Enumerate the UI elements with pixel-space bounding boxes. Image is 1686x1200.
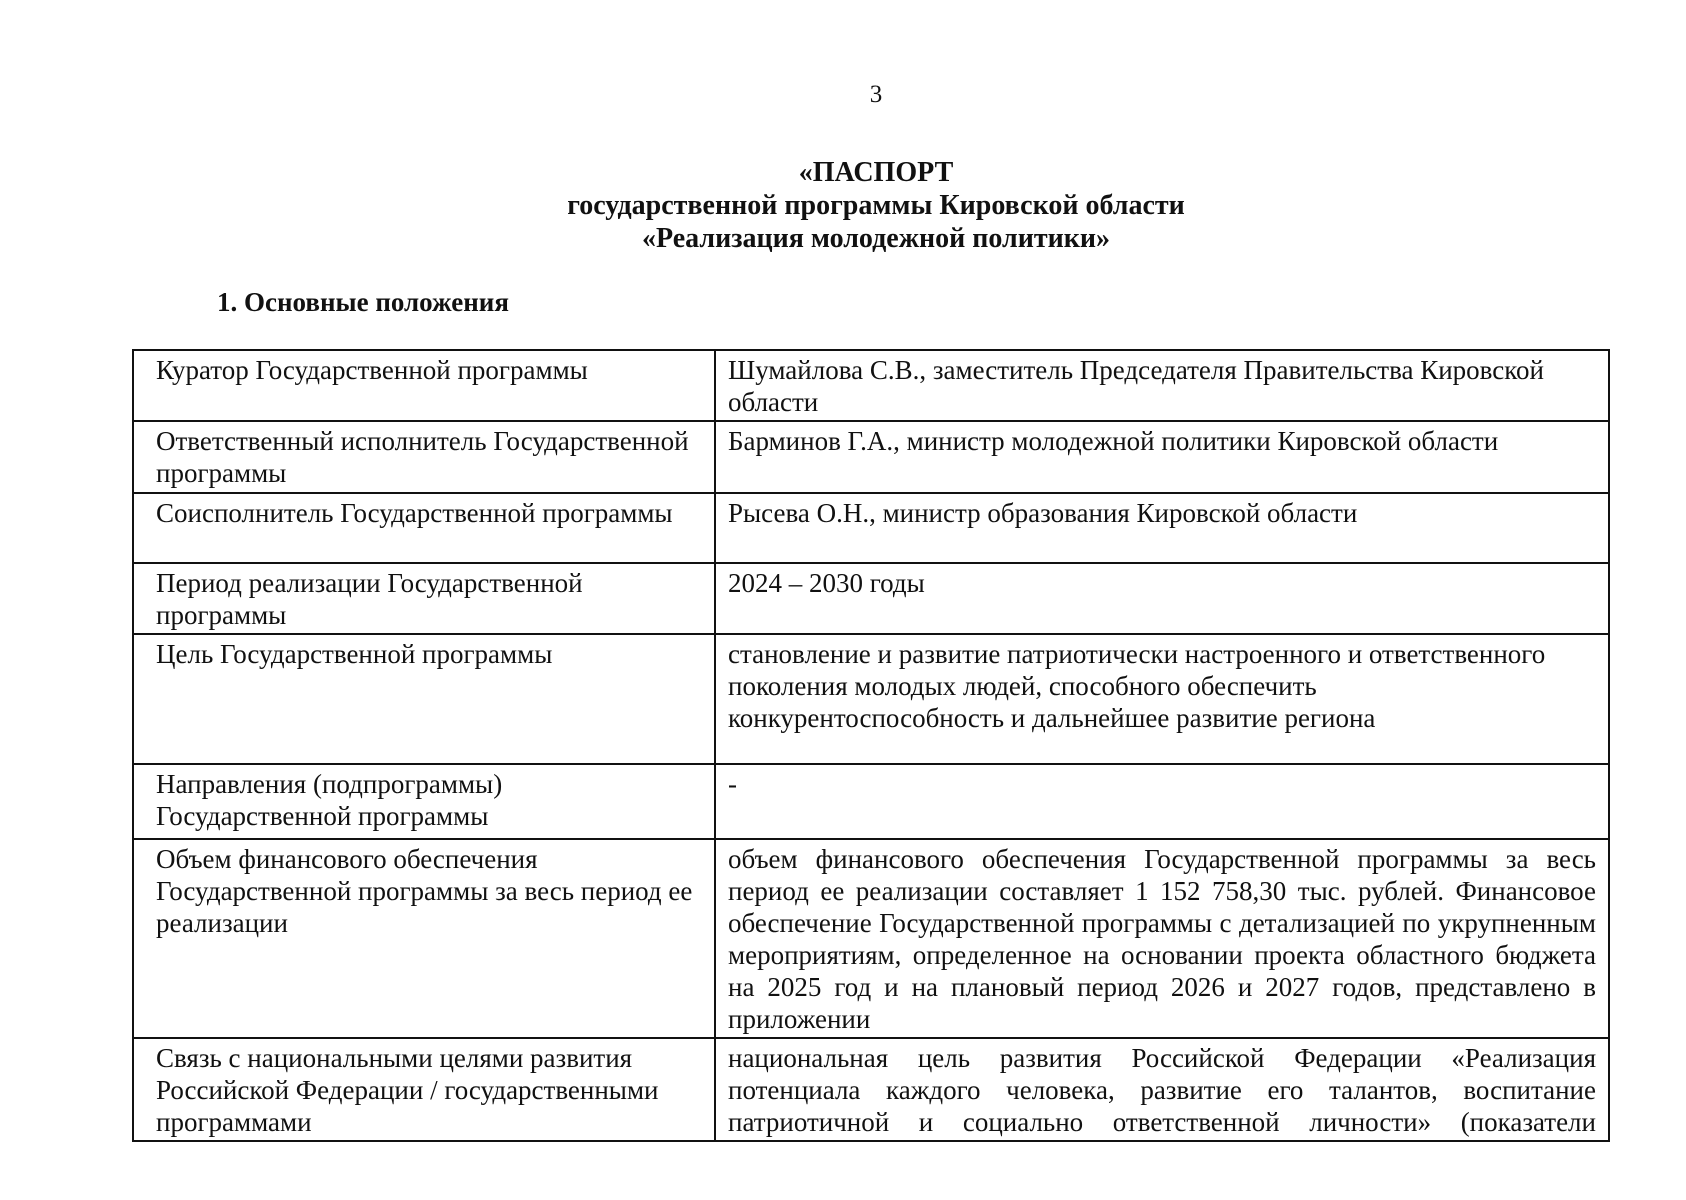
row-value: 2024 – 2030 годы <box>715 563 1609 634</box>
table-row-curator <box>133 350 1609 421</box>
table-row-national-goals <box>133 1038 1609 1141</box>
document-title <box>0 156 1686 255</box>
table-row-goal <box>133 634 1609 764</box>
table-row-directions <box>133 764 1609 839</box>
row-label: Соисполнитель Государственной программы <box>133 493 715 563</box>
row-value: становление и развитие патриотически настроенного и ответственного поколения молодых людей, способного обеспечить конкурентоспособность и дальнейшее развитие региона <box>715 634 1609 764</box>
row-label: Связь с национальными целями развития Российской Федерации / государственными программами <box>133 1038 715 1141</box>
row-value: Рысева О.Н., министр образования Кировской области <box>715 493 1609 563</box>
row-label: Направления (подпрограммы) Государственной программы <box>133 764 715 839</box>
page-number: 3 <box>869 81 883 108</box>
row-label: Объем финансового обеспечения Государственной программы за весь период ее реализации <box>133 839 715 1038</box>
table-row-responsible-executor <box>133 421 1609 493</box>
table-row-period <box>133 563 1609 634</box>
passport-table <box>132 349 1610 1142</box>
row-label: Ответственный исполнитель Государственной программы <box>133 421 715 493</box>
row-value: - <box>715 764 1609 839</box>
row-value: объем финансового обеспечения Государственной программы за весь период ее реализации составляет 1 152 758,30 тыс. рублей. Финансовое обеспечение Государственной программы с детализацией по укрупненным мероприятиям, определенное на основании проекта областного бюджета на 2025 год и на плановый период 2026 и 2027 годов, представлено в приложении <box>715 839 1609 1038</box>
title-line-2: государственной программы Кировской области <box>567 190 1185 221</box>
section-heading: 1. Основные положения <box>217 287 509 317</box>
table-row-financing <box>133 839 1609 1038</box>
row-label: Период реализации Государственной программы <box>133 563 715 634</box>
title-line-1: «ПАСПОРТ <box>798 157 954 188</box>
title-line-3: «Реализация молодежной политики» <box>641 223 1111 254</box>
row-label: Куратор Государственной программы <box>133 350 715 421</box>
table-row-co-executor <box>133 493 1609 563</box>
row-value: национальная цель развития Российской Федерации «Реализация потенциала каждого человека, развитие его талантов, воспитание патриотичной и социально ответственной личности» (показатели <box>715 1038 1609 1141</box>
row-value: Шумайлова С.В., заместитель Председателя Правительства Кировской области <box>715 350 1609 421</box>
row-value: Барминов Г.А., министр молодежной политики Кировской области <box>715 421 1609 493</box>
row-label: Цель Государственной программы <box>133 634 715 764</box>
